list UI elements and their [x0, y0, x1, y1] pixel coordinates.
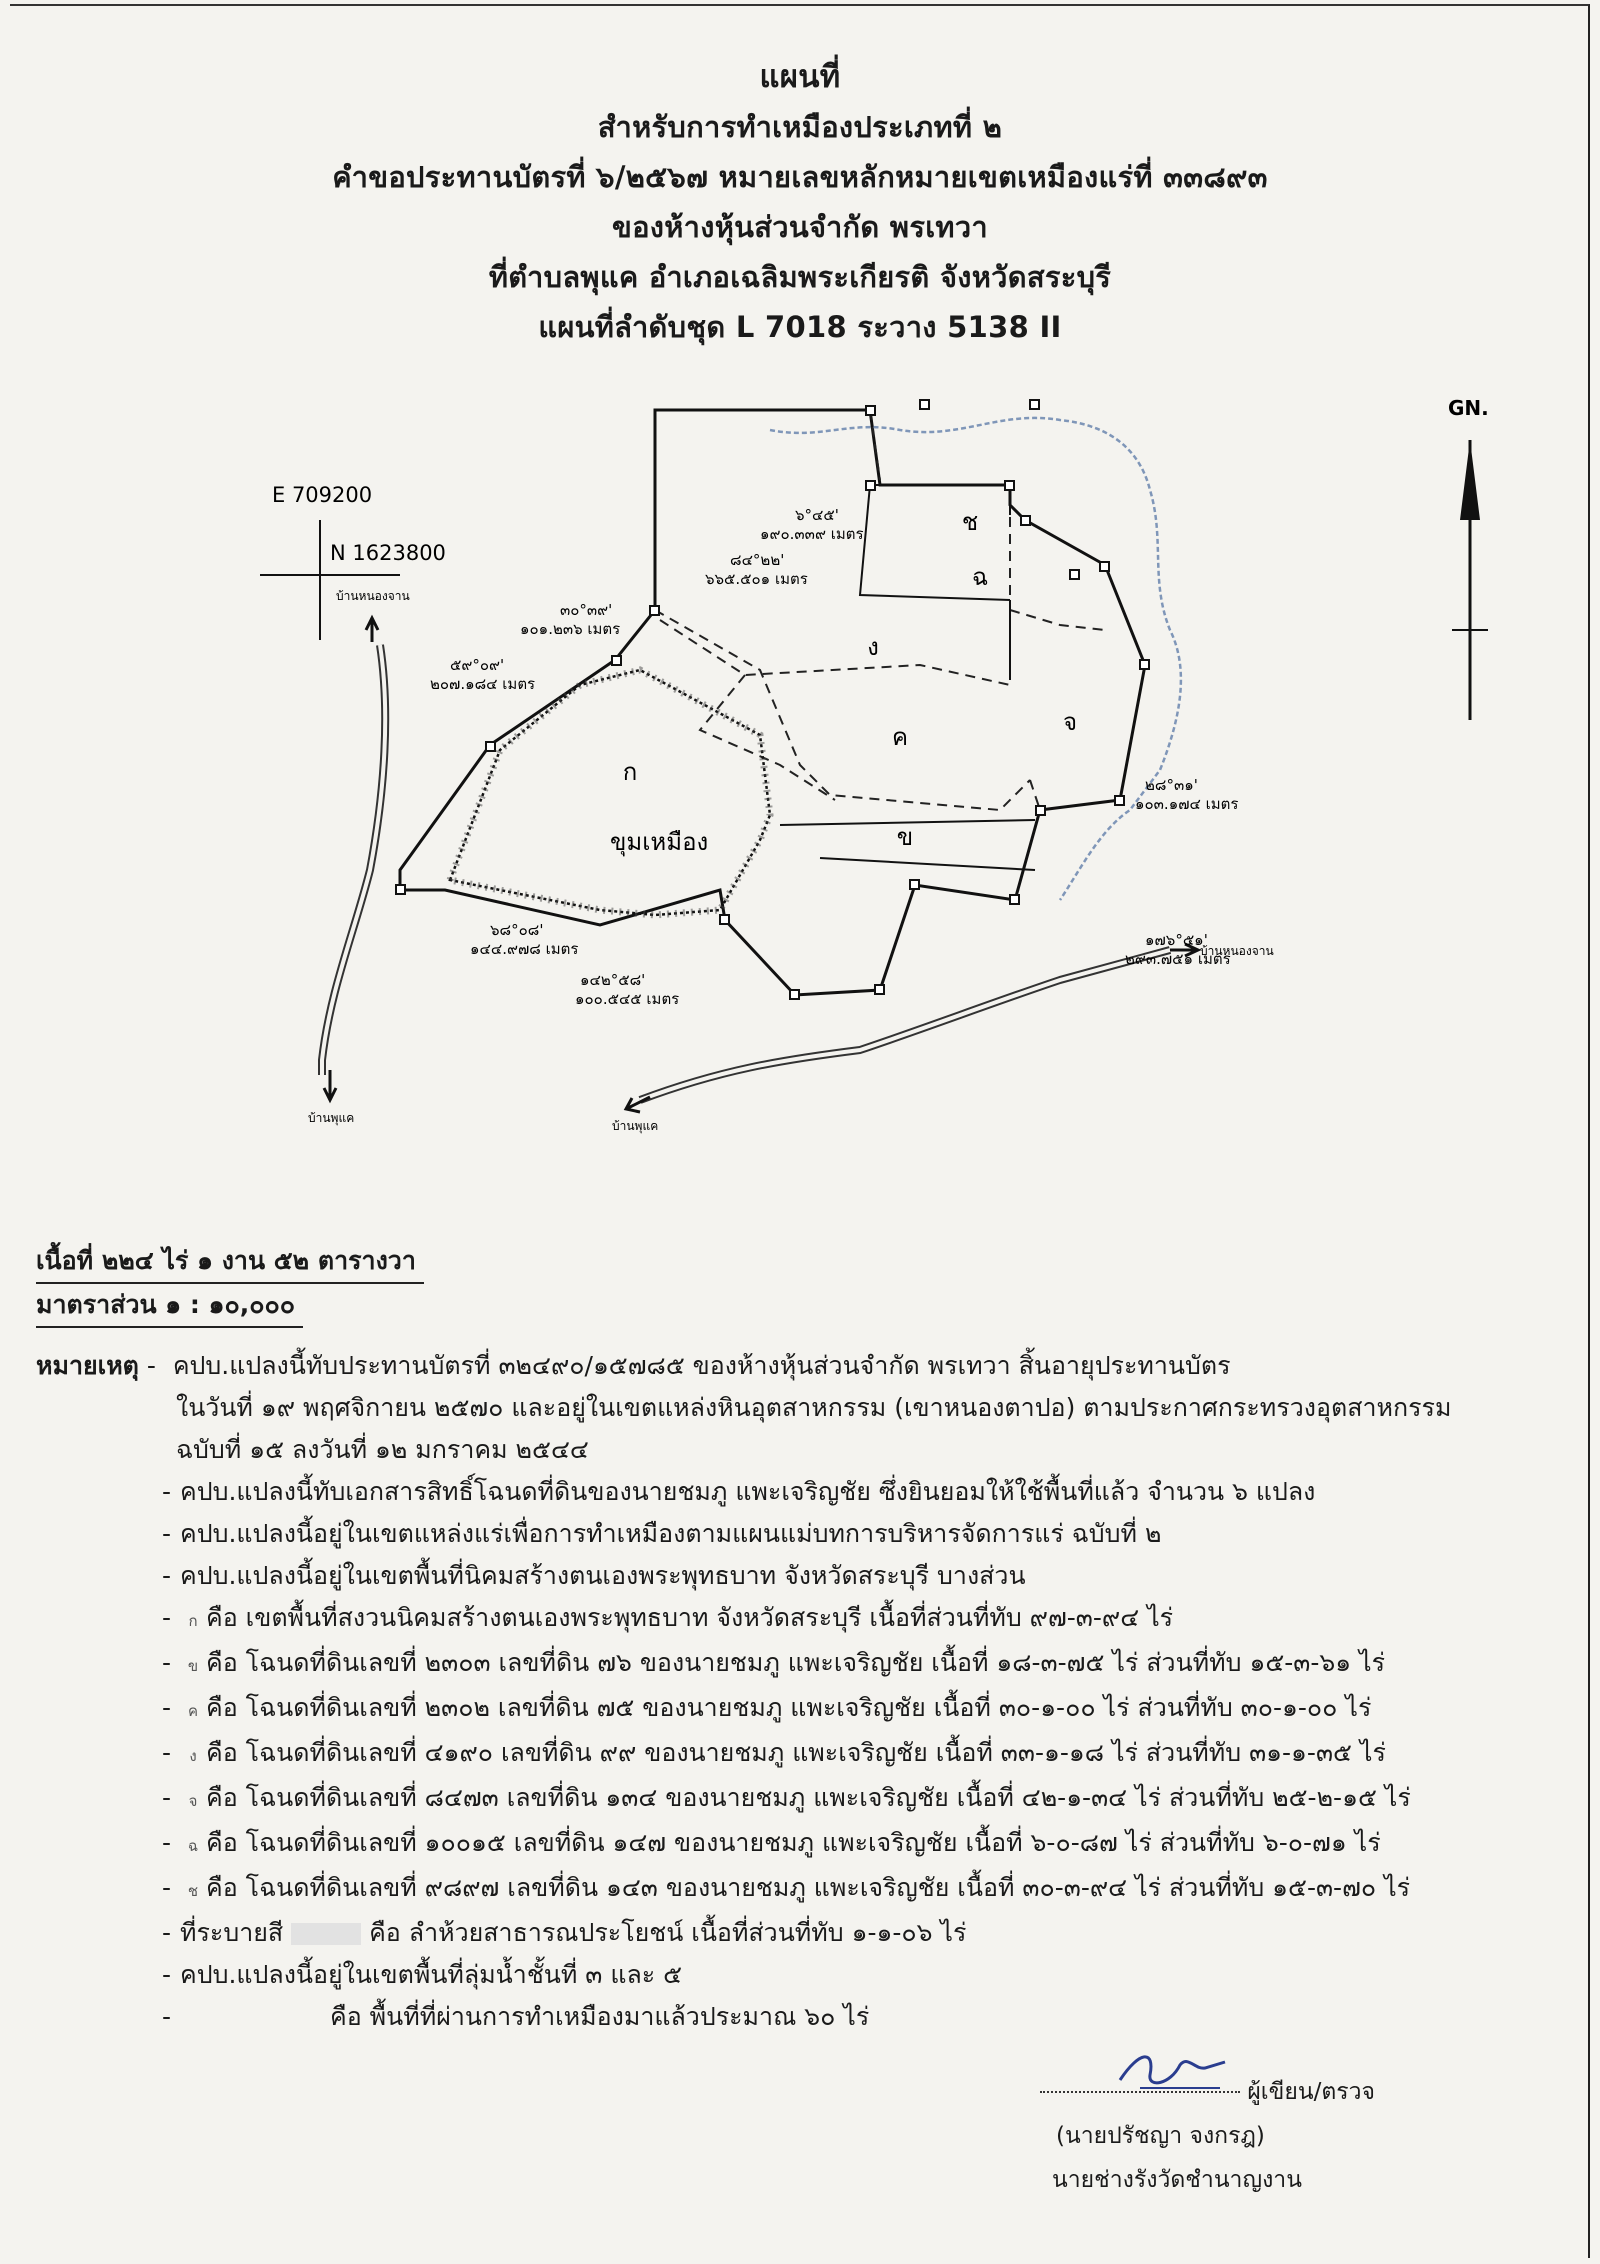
legend-letter-b: ข: [187, 1657, 199, 1675]
distance-8: ๒๙๓.๗๕๑ เมตร: [1125, 950, 1231, 968]
legend-text-g: คือ โฉนดที่ดินเลขที่ ๙๘๙๗ เลขที่ดิน ๑๔๓ ของนายชมภู แพะเจริญชัย เนื้อที่ ๓๐-๓-๙๔ ไร่ ส่วนที่ทับ ๑๕-๓-๗๐ ไร่: [206, 1873, 1411, 1902]
legend-letter-e: จ: [188, 1792, 198, 1810]
arrow-up-icon: [366, 618, 378, 642]
corner-posts: [396, 400, 1149, 999]
zone-cho: จ: [1062, 708, 1078, 736]
road-label-east: บ้านหนองจาน: [1200, 944, 1274, 958]
road-label-south: บ้านพุแค: [308, 1111, 355, 1125]
northing-label: N 1623800: [330, 541, 446, 565]
remarks-label: หมายเหตุ: [36, 1351, 139, 1380]
mining-pit-outline: [450, 670, 770, 915]
zone-kho-khwai: ค: [891, 723, 909, 751]
header-line-application: คำขอประทานบัตรที่ ๖/๒๕๖๗ หมายเลขหลักหมายเขตเหมืองแร่ที่ ๓๓๘๙๓: [332, 160, 1268, 194]
remark-5-label: ที่ระบายสี: [180, 1918, 284, 1947]
distance-4: ๑๙๐.๓๓๙ เมตร: [760, 525, 864, 543]
pit-label: ขุมเหมือง: [610, 828, 709, 856]
zone-ko: ก: [622, 758, 638, 786]
legend-letter-a: ก: [188, 1612, 198, 1630]
survey-map: [0, 370, 1600, 1180]
legend-letter-f: ฉ: [187, 1837, 199, 1855]
zone-chho-chang: ช: [961, 508, 979, 536]
header-line-company: ของห้างหุ้นส่วนจำกัด พรเทวา: [611, 210, 989, 244]
remark-3: - คปบ.แปลงนี้อยู่ในเขตแหล่งแร่เพื่อการทำเหมืองตามแผนแม่บทการบริหารจัดการแร่ ฉบับที่ ๒: [162, 1519, 1162, 1548]
legend-row-b: - ข คือ โฉนดที่ดินเลขที่ ๒๓๐๓ เลขที่ดิน ๗๖ ของนายชมภู แพะเจริญชัย เนื้อที่ ๑๘-๓-๗๕ ไร่ ส่วนที่ทับ ๑๕-๓-๖๑ ไร่: [36, 1642, 1576, 1687]
header-line-sheet: แผนที่ลำดับชุด L 7018 ระวาง 5138 II: [538, 310, 1062, 344]
remark-6: - คปบ.แปลงนี้อยู่ในเขตพื้นที่ลุ่มน้ำชั้นที่ ๓ และ ๕: [162, 1960, 683, 1989]
bearing-3: ๘๔°๒๒': [730, 551, 785, 569]
header-line-location: ที่ตำบลพุแค อำเภอเฉลิมพระเกียรติ จังหวัดสระบุรี: [488, 260, 1112, 294]
legend-letter-c: ค: [187, 1702, 199, 1720]
remark-5-text: คือ ลำห้วยสาธารณประโยชน์ เนื้อที่ส่วนที่ทับ ๑-๑-๐๖ ไร่: [369, 1918, 967, 1947]
remark-1-line-b: ในวันที่ ๑๙ พฤศจิกายน ๒๕๗๐ และอยู่ในเขตแหล่งหินอุตสาหกรรม (เขาหนองตาปอ) ตามประกาศกระทรวงอุตสาหกรรม: [176, 1393, 1452, 1422]
bearing-5: ๖๘°๐๘': [490, 921, 544, 939]
remark-1-line-c: ฉบับที่ ๑๕ ลงวันที่ ๑๒ มกราคม ๒๕๔๔: [176, 1435, 589, 1464]
distance-7: ๑๐๓.๑๗๔ เมตร: [1135, 795, 1239, 813]
remark-5: - ที่ระบายสี คือ ลำห้วยสาธารณประโยชน์ เนื้อที่ส่วนที่ทับ ๑-๑-๐๖ ไร่: [162, 1918, 967, 1947]
area-block: [36, 1240, 424, 1328]
coordinate-cross: [260, 520, 400, 640]
road-label-north: บ้านหนองจาน: [336, 589, 410, 603]
signer-name: (นายปรัชญา จงกรฎ): [1056, 2123, 1265, 2149]
bearing-2: ๕๙°๐๙': [450, 656, 505, 674]
distance-1: ๑๐๑.๒๓๖ เมตร: [520, 620, 621, 638]
bearing-7: ๒๘°๓๑': [1145, 776, 1198, 794]
remark-6-text: คปบ.แปลงนี้อยู่ในเขตพื้นที่ลุ่มน้ำชั้นที่ ๓ และ ๕: [180, 1960, 683, 1989]
legend-row-d: - ง คือ โฉนดที่ดินเลขที่ ๔๑๙๐ เลขที่ดิน ๙๙ ของนายชมภู แพะเจริญชัย เนื้อที่ ๓๓-๑-๑๘ ไร่ ส่วนที่ทับ ๓๑-๑-๓๕ ไร่: [36, 1732, 1576, 1777]
legend-text-d: คือ โฉนดที่ดินเลขที่ ๔๑๙๐ เลขที่ดิน ๙๙ ของนายชมภู แพะเจริญชัย เนื้อที่ ๓๓-๑-๑๘ ไร่ ส่วนที่ทับ ๓๑-๑-๓๕ ไร่: [206, 1738, 1386, 1767]
remark-4: - คปบ.แปลงนี้อยู่ในเขตพื้นที่นิคมสร้างตนเองพระพุทธบาท จังหวัดสระบุรี บางส่วน: [162, 1561, 1026, 1590]
legend-row-a: - ก คือ เขตพื้นที่สงวนนิคมสร้างตนเองพระพุทธบาท จังหวัดสระบุรี เนื้อที่ส่วนที่ทับ ๙๗-๓-๙๔ ไร่: [36, 1597, 1576, 1642]
north-label: GN.: [1448, 396, 1489, 420]
legend-row-f: - ฉ คือ โฉนดที่ดินเลขที่ ๑๐๐๑๕ เลขที่ดิน ๑๔๗ ของนายชมภู แพะเจริญชัย เนื้อที่ ๖-๐-๘๗ ไร่ ส่วนที่ทับ ๖-๐-๗๑ ไร่: [36, 1822, 1576, 1867]
concession-boundary: [400, 410, 1145, 995]
bearing-8: ๑๗๖°๕๑': [1145, 931, 1208, 949]
distance-3: ๖๖๕.๕๐๑ เมตร: [705, 570, 808, 588]
signature-block: [1040, 2070, 1560, 2202]
distance-5: ๑๔๔.๙๗๘ เมตร: [470, 940, 579, 958]
legend-row-c: - ค คือ โฉนดที่ดินเลขที่ ๒๓๐๒ เลขที่ดิน ๗๕ ของนายชมภู แพะเจริญชัย เนื้อที่ ๓๐-๑-๐๐ ไร่ ส่วนที่ทับ ๓๐-๑-๐๐ ไร่: [36, 1687, 1576, 1732]
remark-2-text: คปบ.แปลงนี้ทับเอกสารสิทธิ์โฉนดที่ดินของนายชมภู แพะเจริญชัย ซึ่งยินยอมให้ใช้พื้นที่แล้ว จำนวน ๖ แปลง: [180, 1477, 1316, 1506]
zone-ngo: ง: [867, 633, 879, 661]
arrow-southwest-icon: [626, 1097, 650, 1112]
bearing-1: ๓๐°๓๙': [560, 601, 613, 619]
bearing-6: ๑๔๒°๕๘': [580, 971, 646, 989]
header-line-type: สำหรับการทำเหมืองประเภทที่ ๒: [597, 110, 1003, 144]
easting-label: E 709200: [272, 483, 373, 507]
color-swatch: [291, 1923, 361, 1945]
legend-text-c: คือ โฉนดที่ดินเลขที่ ๒๓๐๒ เลขที่ดิน ๗๕ ของนายชมภู แพะเจริญชัย เนื้อที่ ๓๐-๑-๐๐ ไร่ ส่วนที่ทับ ๓๐-๑-๐๐ ไร่: [206, 1693, 1372, 1722]
legend-text-f: คือ โฉนดที่ดินเลขที่ ๑๐๐๑๕ เลขที่ดิน ๑๔๗ ของนายชมภู แพะเจริญชัย เนื้อที่ ๖-๐-๘๗ ไร่ ส่วนที่ทับ ๖-๐-๗๑ ไร่: [206, 1828, 1381, 1857]
remark-2: - คปบ.แปลงนี้ทับเอกสารสิทธิ์โฉนดที่ดินของนายชมภู แพะเจริญชัย ซึ่งยินยอมให้ใช้พื้นที่แล้ว จำนวน ๖ แปลง: [162, 1477, 1316, 1506]
remark-4-text: คปบ.แปลงนี้อยู่ในเขตพื้นที่นิคมสร้างตนเองพระพุทธบาท จังหวัดสระบุรี บางส่วน: [180, 1561, 1026, 1590]
stream-line: [770, 418, 1181, 900]
road-label-southwest: บ้านพุแค: [612, 1119, 659, 1133]
remarks: [36, 1345, 1576, 2038]
signer-title: นายช่างรังวัดชำนาญงาน: [1052, 2167, 1302, 2193]
distance-6: ๑๐๐.๕๔๕ เมตร: [575, 990, 680, 1008]
legend-letter-g: ช: [187, 1882, 199, 1900]
remark-1-line-a: คปบ.แปลงนี้ทับประทานบัตรที่ ๓๒๔๙๐/๑๕๗๘๕ ของห้างหุ้นส่วนจำกัด พรเทวา สิ้นอายุประทานบัตร: [172, 1351, 1231, 1380]
legend-letter-d: ง: [189, 1747, 197, 1765]
legend-text-a: คือ เขตพื้นที่สงวนนิคมสร้างตนเองพระพุทธบาท จังหวัดสระบุรี เนื้อที่ส่วนที่ทับ ๙๗-๓-๙๔ ไร่: [206, 1603, 1174, 1632]
legend-text-b: คือ โฉนดที่ดินเลขที่ ๒๓๐๓ เลขที่ดิน ๗๖ ของนายชมภู แพะเจริญชัย เนื้อที่ ๑๘-๓-๗๕ ไร่ ส่วนที่ทับ ๑๕-๓-๖๑ ไร่: [206, 1648, 1386, 1677]
map-scale: มาตราส่วน ๑ : ๑๐,๐๐๐: [36, 1284, 303, 1328]
legend-text-e: คือ โฉนดที่ดินเลขที่ ๘๔๗๓ เลขที่ดิน ๑๓๔ ของนายชมภู แพะเจริญชัย เนื้อที่ ๔๒-๑-๓๔ ไร่ ส่วนที่ทับ ๒๕-๒-๑๕ ไร่: [206, 1783, 1411, 1812]
remark-3-text: คปบ.แปลงนี้อยู่ในเขตแหล่งแร่เพื่อการทำเหมืองตามแผนแม่บทการบริหารจัดการแร่ ฉบับที่ ๒: [180, 1519, 1162, 1548]
signature-role: ผู้เขียน/ตรวจ: [1247, 2079, 1376, 2105]
distance-2: ๒๐๗.๑๘๔ เมตร: [430, 675, 536, 693]
remark-7-text: คือ พื้นที่ที่ผ่านการทำเหมืองมาแล้วประมาณ ๖๐ ไร่: [330, 2002, 870, 2031]
bearing-4: ๖°๔๕': [795, 506, 839, 524]
remark-7: - คือ พื้นที่ที่ผ่านการทำเหมืองมาแล้วประมาณ ๖๐ ไร่: [162, 2002, 870, 2031]
parcel-lines: [655, 410, 1105, 810]
legend-row-g: - ช คือ โฉนดที่ดินเลขที่ ๙๘๙๗ เลขที่ดิน ๑๔๓ ของนายชมภู แพะเจริญชัย เนื้อที่ ๓๐-๓-๙๔ ไร่ ส่วนที่ทับ ๑๕-๓-๗๐ ไร่: [36, 1867, 1576, 1912]
map-title: แผนที่: [759, 59, 841, 95]
remark-1: หมายเหตุ - คปบ.แปลงนี้ทับประทานบัตรที่ ๓๒๔๙๐/๑๕๗๘๕ ของห้างหุ้นส่วนจำกัด พรเทวา สิ้นอายุประทานบัตร: [36, 1351, 1231, 1380]
legend-row-e: - จ คือ โฉนดที่ดินเลขที่ ๘๔๗๓ เลขที่ดิน ๑๓๔ ของนายชมภู แพะเจริญชัย เนื้อที่ ๔๒-๑-๓๔ ไร่ ส่วนที่ทับ ๒๕-๒-๑๕ ไร่: [36, 1777, 1576, 1822]
signature-mark: [1110, 2040, 1240, 2100]
area-size: เนื้อที่ ๒๒๔ ไร่ ๑ งาน ๕๒ ตารางวา: [36, 1240, 424, 1284]
zone-kho: ข: [896, 823, 914, 851]
zone-chho: ฉ: [971, 563, 989, 591]
north-arrow-icon: [1452, 440, 1488, 720]
document-header: [0, 52, 1600, 352]
